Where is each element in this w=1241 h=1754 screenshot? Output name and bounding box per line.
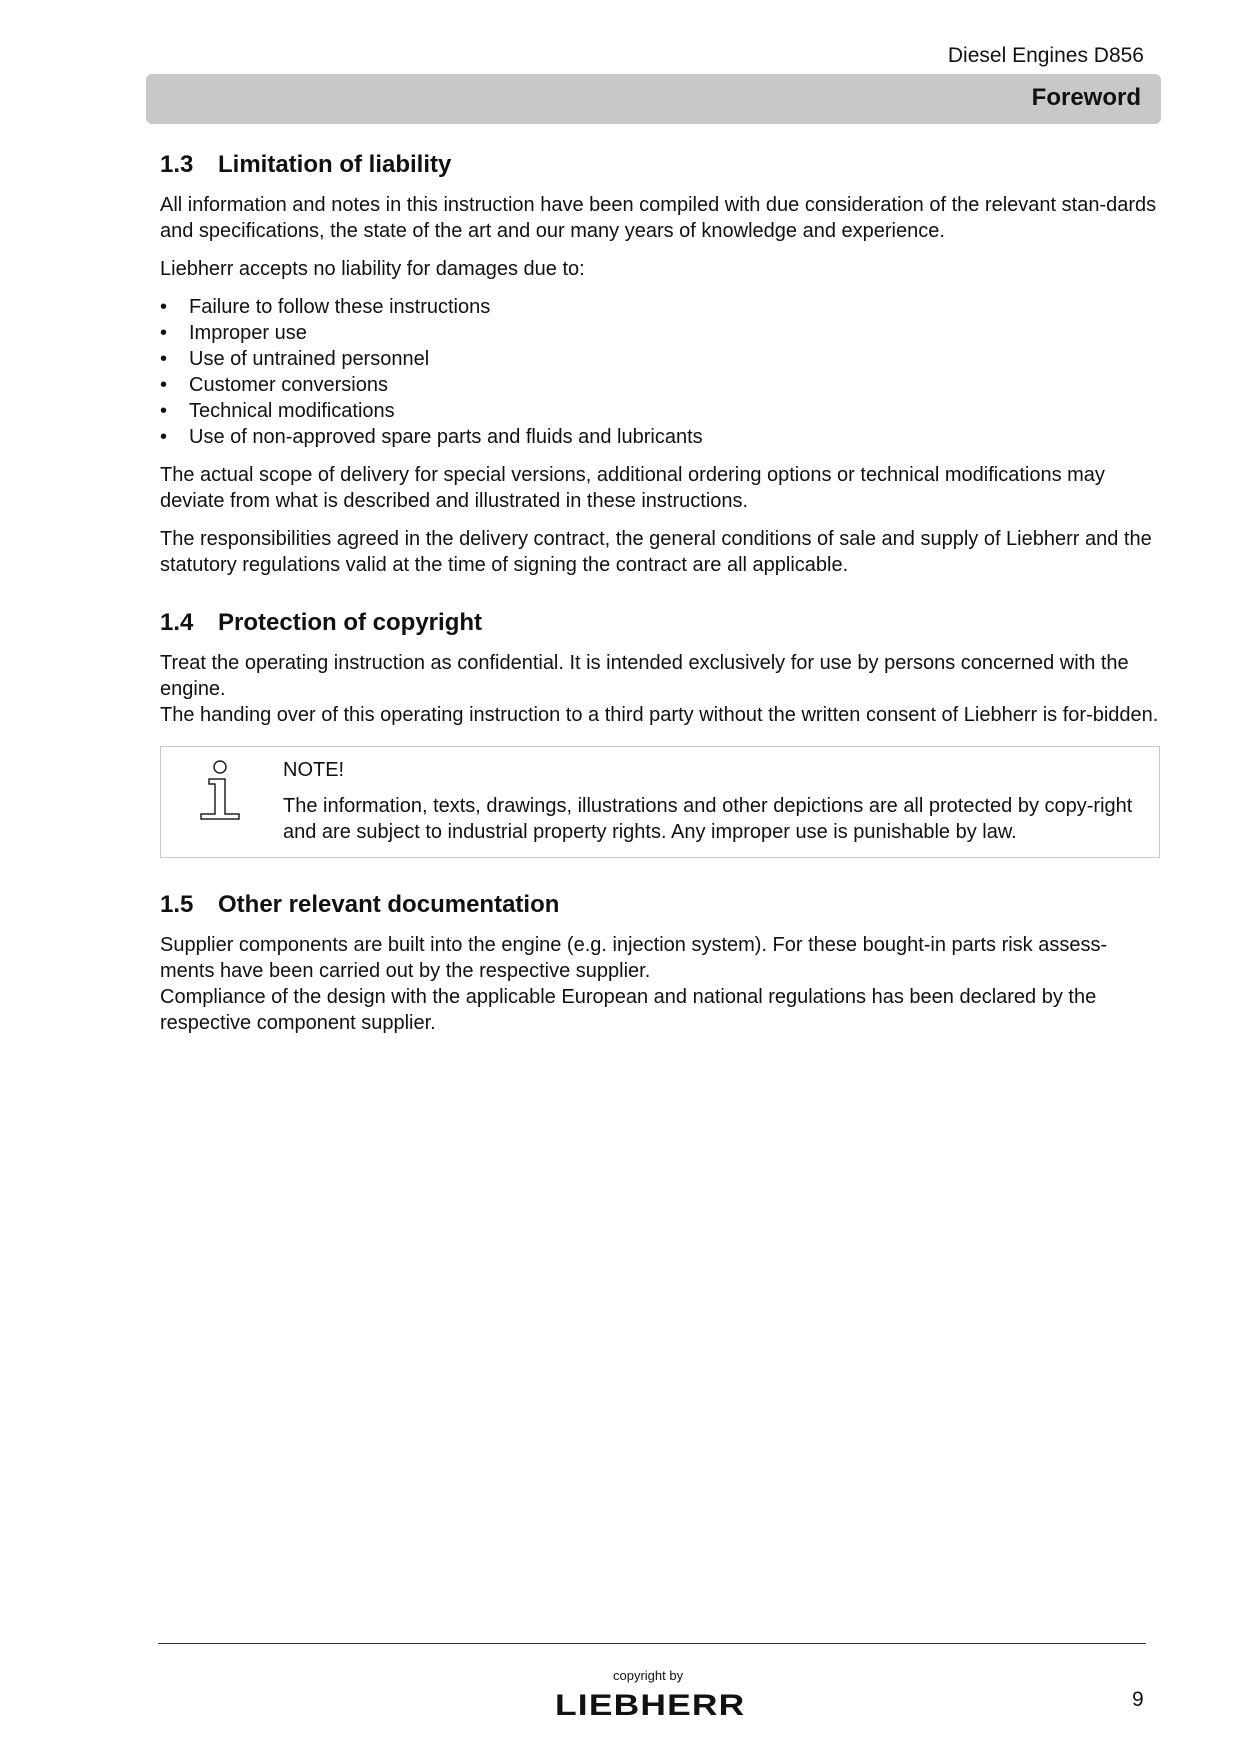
- paragraph: All information and notes in this instruction have been compiled with due consideration of the relevant stan-dards and specifications, the state of the art and our many years of knowledge and experience.: [160, 194, 1157, 242]
- section-number: 1.3: [160, 151, 194, 178]
- note-text: The information, texts, drawings, illustrations and other depictions are all protected by copy-right and are subject to industrial property rights. Any improper use is punishable by law.: [283, 795, 1133, 843]
- section-number: 1.4: [160, 609, 194, 636]
- section-number: 1.5: [160, 891, 194, 918]
- list-item: • Technical modifications: [160, 398, 1160, 424]
- page-content: [160, 150, 1160, 1066]
- page-number: 9: [1132, 1688, 1144, 1711]
- paragraph: Compliance of the design with the applicable European and national regulations has been declared by the respective component supplier.: [160, 986, 1097, 1034]
- section-title: Protection of copyright: [218, 609, 482, 636]
- section-other-relevant-documentation: [160, 890, 1160, 1036]
- document-title: Diesel Engines D856: [947, 44, 1144, 67]
- paragraph: Liebherr accepts no liability for damages due to:: [160, 258, 585, 280]
- paragraph: Supplier components are built into the engine (e.g. injection system). For these bought-in parts risk assess-ments have been carried out by the respective supplier.: [160, 934, 1108, 982]
- note-box: [160, 746, 1160, 858]
- paragraph: The actual scope of delivery for special versions, additional ordering options or technical modifications may deviate from what is described and illustrated in these instructions.: [160, 464, 1105, 512]
- info-icon: [197, 759, 243, 821]
- paragraph: The handing over of this operating instruction to a third party without the written consent of Liebherr is for-bidden.: [160, 704, 1159, 726]
- section-header-bar: [146, 74, 1161, 124]
- list-item: • Improper use: [160, 320, 1160, 346]
- section-protection-of-copyright: [160, 608, 1160, 858]
- bullet-list: [160, 294, 1160, 450]
- note-heading: NOTE!: [283, 759, 345, 781]
- section-title: Other relevant documentation: [218, 891, 560, 918]
- footer-divider: [158, 1643, 1146, 1644]
- paragraph: The responsibilities agreed in the delivery contract, the general conditions of sale and supply of Liebherr and the statutory regulations valid at the time of signing the contract are all applicable.: [160, 528, 1152, 576]
- footer-copyright: copyright by: [613, 1668, 684, 1683]
- section-heading: [160, 608, 1160, 638]
- section-title: Limitation of liability: [218, 151, 452, 178]
- list-item: • Customer conversions: [160, 372, 1160, 398]
- section-heading: [160, 150, 1160, 180]
- list-item: • Use of non-approved spare parts and fluids and lubricants: [160, 424, 1160, 450]
- section-limitation-of-liability: [160, 150, 1160, 578]
- list-item: • Use of untrained personnel: [160, 346, 1160, 372]
- paragraph: Treat the operating instruction as confidential. It is intended exclusively for use by persons concerned with the engine.: [160, 652, 1129, 700]
- section-name: Foreword: [1031, 84, 1141, 111]
- list-item: • Failure to follow these instructions: [160, 294, 1160, 320]
- section-heading: [160, 890, 1160, 920]
- liebherr-logo: LIEBHERR: [555, 1689, 746, 1722]
